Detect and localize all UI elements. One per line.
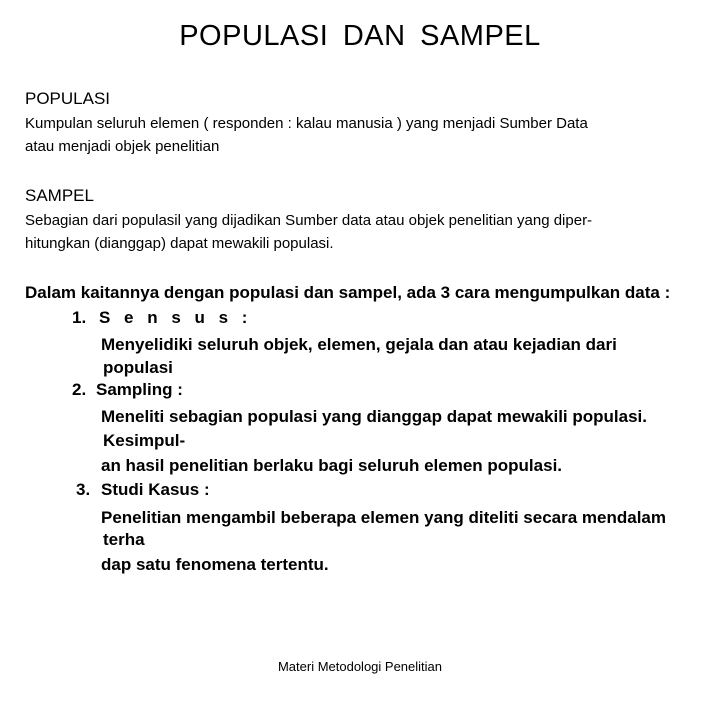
sampel-heading: SAMPEL xyxy=(25,186,94,205)
studi-kasus-description-line-3: dap satu fenomena tertentu. xyxy=(101,555,329,574)
sampel-definition-line-1: Sebagian dari populasil yang dijadikan Sumber data atau objek penelitian yang diper- xyxy=(25,212,593,229)
sampel-definition-line-2: hitungkan (dianggap) dapat mewakili populasi. xyxy=(25,235,334,252)
list-item-number-3: 3. xyxy=(76,480,91,499)
studi-kasus-description-line-2: terha xyxy=(103,530,145,549)
sampling-description-line-3: an hasil penelitian berlaku bagi seluruh elemen populasi. xyxy=(101,456,563,475)
list-item-number-2: 2. xyxy=(72,380,87,399)
footer-caption: Materi Metodologi Penelitian xyxy=(277,659,443,674)
list-item-number-1: 1. xyxy=(72,308,87,327)
sampling-description-line-1: Meneliti sebagian populasi yang dianggap dapat mewakili populasi. xyxy=(101,407,647,426)
intro-sentence: Dalam kaitannya dengan populasi dan sampel, ada 3 cara mengumpulkan data : xyxy=(25,283,671,302)
sampling-description-line-2: Kesimpul- xyxy=(103,431,186,450)
list-item-label-sensus: S e n s u s : xyxy=(99,308,252,327)
populasi-definition-line-1: Kumpulan seluruh elemen ( responden : kalau manusia ) yang menjadi Sumber Data xyxy=(25,115,588,132)
list-item-label-sampling: Sampling : xyxy=(96,380,183,399)
list-item-label-studi-kasus: Studi Kasus : xyxy=(101,480,210,499)
sensus-description-line-1: Menyelidiki seluruh objek, elemen, gejala dan atau kejadian dari xyxy=(101,335,617,354)
page-title: POPULASI DAN SAMPEL xyxy=(179,20,541,52)
populasi-heading: POPULASI xyxy=(25,89,111,108)
populasi-definition-line-2: atau menjadi objek penelitian xyxy=(25,138,220,155)
sensus-description-line-2: populasi xyxy=(103,358,173,377)
studi-kasus-description-line-1: Penelitian mengambil beberapa elemen yang diteliti secara mendalam xyxy=(101,508,666,527)
